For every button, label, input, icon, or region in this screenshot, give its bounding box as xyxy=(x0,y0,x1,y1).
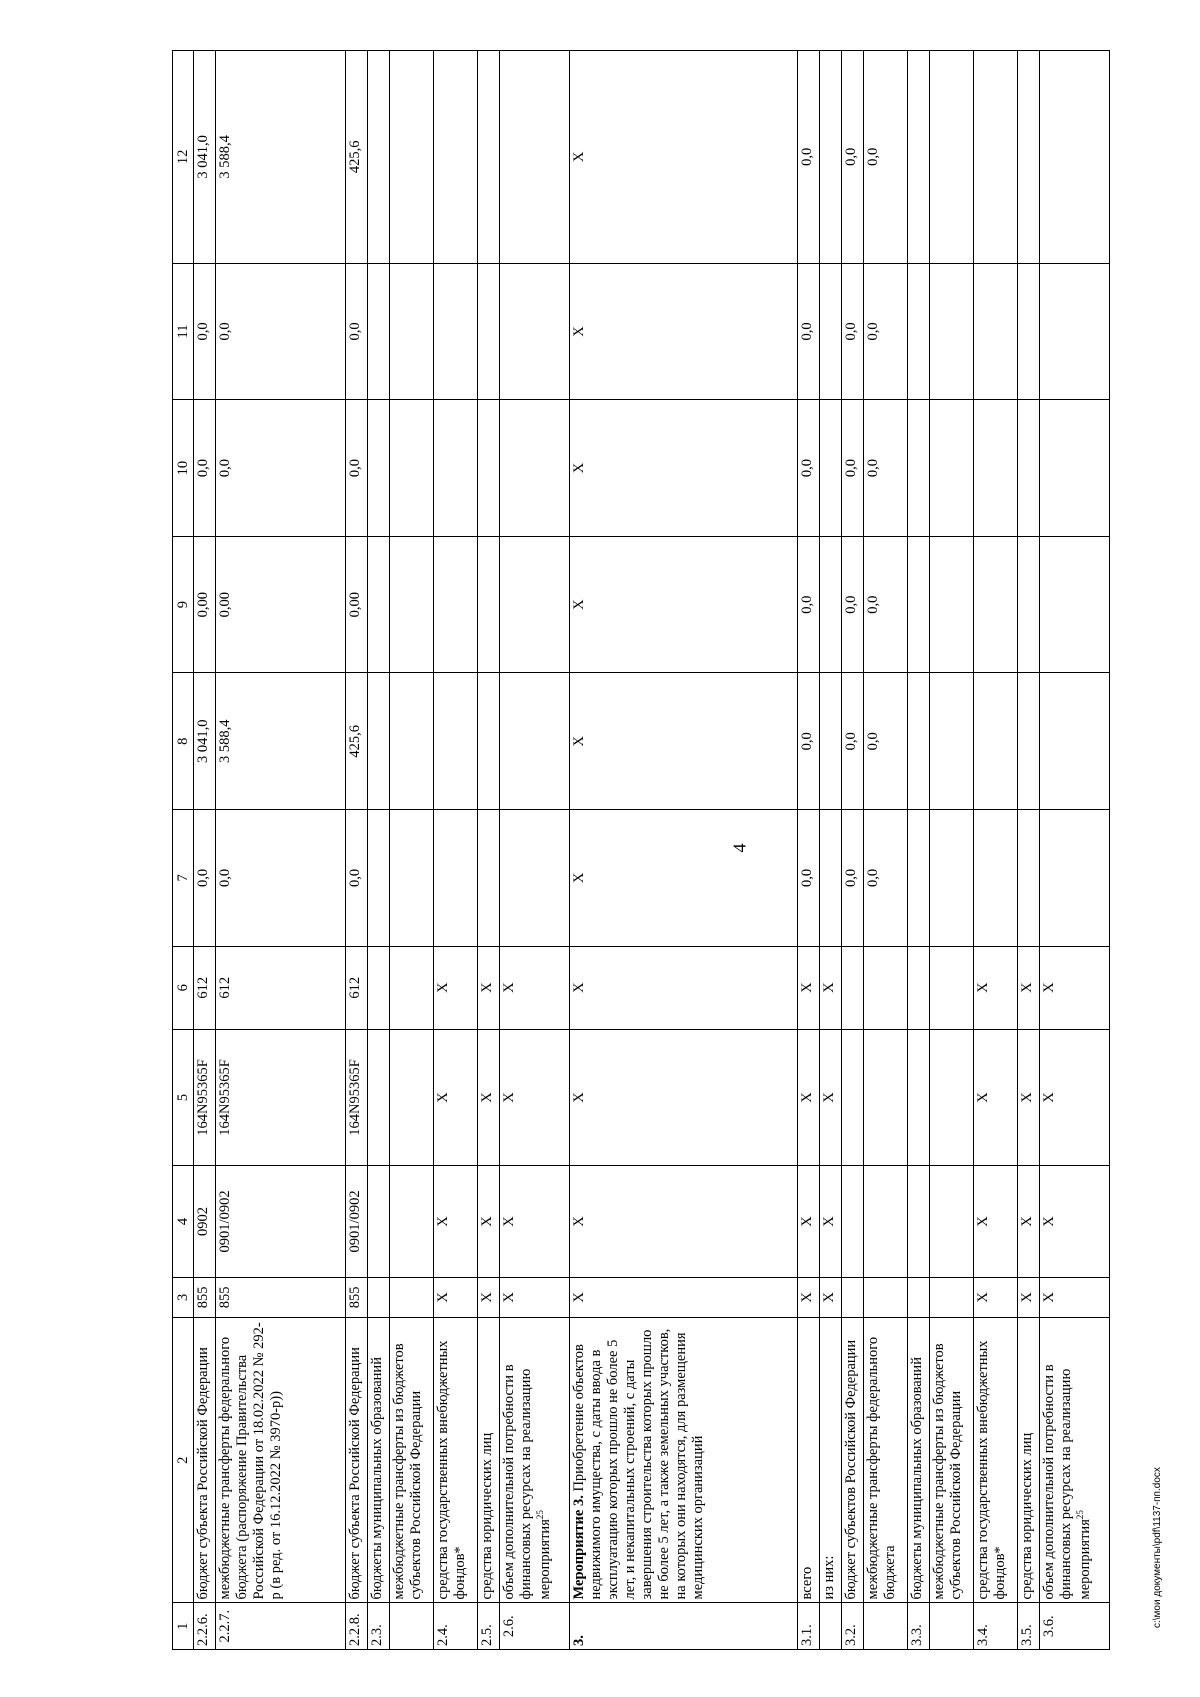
cell-c12: X xyxy=(570,51,798,264)
cell-c6 xyxy=(908,946,930,1029)
cell-c12 xyxy=(930,51,974,264)
cell-c11 xyxy=(908,263,930,400)
header-cell: 2 xyxy=(173,1318,194,1603)
cell-c4: X xyxy=(1018,1166,1040,1277)
row-number xyxy=(820,1603,842,1650)
cell-c5 xyxy=(864,1029,908,1166)
cell-c11: 0,0 xyxy=(864,263,908,400)
table-row xyxy=(930,51,974,1650)
cell-c4 xyxy=(930,1166,974,1277)
cell-c12 xyxy=(820,51,842,264)
cell-c4 xyxy=(908,1166,930,1277)
row-number: 2.2.7. xyxy=(216,1603,346,1650)
cell-c11: 0,0 xyxy=(842,263,864,400)
cell-c6 xyxy=(368,946,390,1029)
row-number: 3.6. xyxy=(1040,1603,1110,1650)
cell-c10: 0,0 xyxy=(194,400,216,537)
financing-table xyxy=(172,50,1110,1650)
cell-c9 xyxy=(500,536,570,673)
cell-c3: 855 xyxy=(194,1277,216,1317)
header-cell: 1 xyxy=(173,1603,194,1650)
cell-c4 xyxy=(390,1166,434,1277)
cell-c8: 425,6 xyxy=(346,673,368,810)
cell-c9: 0,00 xyxy=(194,536,216,673)
cell-c9 xyxy=(1018,536,1040,673)
row-description xyxy=(194,1318,216,1603)
measure-title: Мероприятие 3. xyxy=(571,1495,587,1600)
cell-c4: 0902 xyxy=(194,1166,216,1277)
cell-c3: X xyxy=(1040,1277,1110,1317)
description-text: объем дополнительной потребности в финансовых ресурсах на реализацию мероприятия xyxy=(501,1364,553,1600)
row-number: 2.3. xyxy=(368,1603,390,1650)
header-cell: 6 xyxy=(173,946,194,1029)
header-cell: 12 xyxy=(173,51,194,264)
cell-c9 xyxy=(478,536,500,673)
cell-c7 xyxy=(1040,810,1110,947)
cell-c11 xyxy=(500,263,570,400)
cell-c9 xyxy=(368,536,390,673)
cell-c3: X xyxy=(570,1277,798,1317)
row-description xyxy=(1040,1318,1110,1603)
cell-c4: 0901/0902 xyxy=(216,1166,346,1277)
cell-c5: X xyxy=(798,1029,820,1166)
cell-c8: 0,0 xyxy=(842,673,864,810)
cell-c7 xyxy=(930,810,974,947)
cell-c9 xyxy=(390,536,434,673)
description-text: бюджет субъектов Российской Федерации xyxy=(843,1339,859,1600)
cell-c4: X xyxy=(820,1166,842,1277)
cell-c8 xyxy=(908,673,930,810)
cell-c8: 3 041,0 xyxy=(194,673,216,810)
header-cell: 7 xyxy=(173,810,194,947)
table-row xyxy=(390,51,434,1650)
cell-c9 xyxy=(930,536,974,673)
cell-c12: 0,0 xyxy=(864,51,908,264)
cell-c8 xyxy=(390,673,434,810)
cell-c9: 0,00 xyxy=(346,536,368,673)
cell-c11 xyxy=(434,263,478,400)
cell-c12: 0,0 xyxy=(798,51,820,264)
cell-c6: 612 xyxy=(194,946,216,1029)
cell-c3 xyxy=(390,1277,434,1317)
row-number: 3. xyxy=(570,1603,798,1650)
cell-c5: X xyxy=(1018,1029,1040,1166)
cell-c11: 0,0 xyxy=(798,263,820,400)
cell-c6 xyxy=(864,946,908,1029)
cell-c5: 164N95365F xyxy=(194,1029,216,1166)
cell-c3 xyxy=(908,1277,930,1317)
table-row xyxy=(798,51,820,1650)
cell-c10 xyxy=(974,400,1018,537)
cell-c6: X xyxy=(820,946,842,1029)
cell-c11 xyxy=(930,263,974,400)
description-text: межбюджетные трансферты из бюджетов субъектов Российской Федерации xyxy=(391,1343,424,1600)
cell-c12 xyxy=(1018,51,1040,264)
row-description xyxy=(346,1318,368,1603)
row-description xyxy=(930,1318,974,1603)
cell-c11: 0,0 xyxy=(216,263,346,400)
cell-c6: X xyxy=(1018,946,1040,1029)
cell-c10: X xyxy=(570,400,798,537)
cell-c9: 0,0 xyxy=(842,536,864,673)
table-row xyxy=(842,51,864,1650)
cell-c6: X xyxy=(478,946,500,1029)
cell-c10: 0,0 xyxy=(216,400,346,537)
cell-c5: X xyxy=(478,1029,500,1166)
table-row xyxy=(570,51,798,1650)
cell-c9: 0,0 xyxy=(798,536,820,673)
cell-c11: X xyxy=(570,263,798,400)
cell-c12 xyxy=(974,51,1018,264)
table-row xyxy=(478,51,500,1650)
cell-c11 xyxy=(974,263,1018,400)
table-row xyxy=(908,51,930,1650)
header-cell: 5 xyxy=(173,1029,194,1166)
cell-c6: X xyxy=(500,946,570,1029)
cell-c7 xyxy=(908,810,930,947)
cell-c5: X xyxy=(1040,1029,1110,1166)
cell-c11 xyxy=(478,263,500,400)
cell-c8: 0,0 xyxy=(864,673,908,810)
cell-c9 xyxy=(434,536,478,673)
cell-c7 xyxy=(368,810,390,947)
row-number: 3.2. xyxy=(842,1603,864,1650)
cell-c6 xyxy=(842,946,864,1029)
cell-c11 xyxy=(1018,263,1040,400)
cell-c8 xyxy=(500,673,570,810)
cell-c5 xyxy=(908,1029,930,1166)
cell-c7: X xyxy=(570,810,798,947)
cell-c8 xyxy=(974,673,1018,810)
row-description xyxy=(864,1318,908,1603)
cell-c12: 425,6 xyxy=(346,51,368,264)
cell-c3: X xyxy=(974,1277,1018,1317)
cell-c6: X xyxy=(434,946,478,1029)
cell-c7: 0,0 xyxy=(194,810,216,947)
cell-c6: 612 xyxy=(346,946,368,1029)
cell-c10 xyxy=(1040,400,1110,537)
cell-c4 xyxy=(842,1166,864,1277)
description-text: бюджеты муниципальных образований xyxy=(909,1357,925,1600)
cell-c4: X xyxy=(1040,1166,1110,1277)
cell-c6: X xyxy=(974,946,1018,1029)
row-number: 3.4. xyxy=(974,1603,1018,1650)
cell-c5 xyxy=(930,1029,974,1166)
cell-c3 xyxy=(368,1277,390,1317)
cell-c3: X xyxy=(820,1277,842,1317)
cell-c9 xyxy=(908,536,930,673)
table-row xyxy=(500,51,570,1650)
cell-c7: 0,0 xyxy=(216,810,346,947)
header-cell: 3 xyxy=(173,1277,194,1317)
row-number: 2.4. xyxy=(434,1603,478,1650)
cell-c3: X xyxy=(434,1277,478,1317)
rotated-page-body xyxy=(172,50,1093,1650)
table-row xyxy=(434,51,478,1650)
cell-c10: 0,0 xyxy=(346,400,368,537)
cell-c3: X xyxy=(500,1277,570,1317)
cell-c11 xyxy=(820,263,842,400)
cell-c8 xyxy=(930,673,974,810)
row-description xyxy=(500,1318,570,1603)
row-description xyxy=(368,1318,390,1603)
cell-c12 xyxy=(1040,51,1110,264)
cell-c5: 164N95365F xyxy=(346,1029,368,1166)
description-text: межбюджетные трансферты федерального бюджета xyxy=(865,1336,898,1600)
cell-c10 xyxy=(434,400,478,537)
cell-c6: 612 xyxy=(216,946,346,1029)
row-description xyxy=(798,1318,820,1603)
footnote-ref: 25 xyxy=(534,1510,545,1520)
row-number: 3.3. xyxy=(908,1603,930,1650)
row-number xyxy=(390,1603,434,1650)
footnote-ref: 25 xyxy=(1074,1510,1085,1520)
cell-c5 xyxy=(842,1029,864,1166)
table-row xyxy=(216,51,346,1650)
description-text: всего xyxy=(799,1566,815,1600)
cell-c4: X xyxy=(500,1166,570,1277)
footer-file-path: c:\мои документы\pdf\1137-пп.docx xyxy=(1152,1467,1163,1628)
cell-c8 xyxy=(434,673,478,810)
cell-c3: X xyxy=(1018,1277,1040,1317)
description-text: средства государственных внебюджетных фондов* xyxy=(435,1340,468,1600)
cell-c10: 0,0 xyxy=(798,400,820,537)
row-description xyxy=(434,1318,478,1603)
description-text: бюджет субъекта Российской Федерации xyxy=(347,1347,363,1600)
row-number: 2.2.6. xyxy=(194,1603,216,1650)
description-text: бюджет субъекта Российской Федерации xyxy=(195,1347,211,1600)
table-row xyxy=(1040,51,1110,1650)
cell-c7 xyxy=(434,810,478,947)
row-description xyxy=(478,1318,500,1603)
cell-c12 xyxy=(908,51,930,264)
row-number: 2.5. xyxy=(478,1603,500,1650)
cell-c9 xyxy=(1040,536,1110,673)
table-header-row xyxy=(173,51,194,1650)
description-text: объем дополнительной потребности в финансовых ресурсах на реализацию мероприятия xyxy=(1041,1364,1093,1600)
cell-c3: X xyxy=(798,1277,820,1317)
row-description xyxy=(974,1318,1018,1603)
cell-c10: 0,0 xyxy=(864,400,908,537)
cell-c7: 0,0 xyxy=(842,810,864,947)
cell-c8 xyxy=(820,673,842,810)
cell-c5: 164N95365F xyxy=(216,1029,346,1166)
cell-c8 xyxy=(478,673,500,810)
cell-c11 xyxy=(390,263,434,400)
cell-c8 xyxy=(1040,673,1110,810)
cell-c10 xyxy=(908,400,930,537)
cell-c8: 3 588,4 xyxy=(216,673,346,810)
cell-c4: X xyxy=(434,1166,478,1277)
row-description xyxy=(570,1318,798,1603)
row-number: 3.5. xyxy=(1018,1603,1040,1650)
table-row xyxy=(864,51,908,1650)
cell-c6 xyxy=(390,946,434,1029)
cell-c3: X xyxy=(478,1277,500,1317)
cell-c10 xyxy=(820,400,842,537)
cell-c7 xyxy=(478,810,500,947)
cell-c8 xyxy=(368,673,390,810)
row-number: 3.1. xyxy=(798,1603,820,1650)
cell-c4: X xyxy=(478,1166,500,1277)
table-row xyxy=(1018,51,1040,1650)
cell-c12: 3 588,4 xyxy=(216,51,346,264)
cell-c10 xyxy=(930,400,974,537)
cell-c8: 0,0 xyxy=(798,673,820,810)
table-row xyxy=(368,51,390,1650)
cell-c4: 0901/0902 xyxy=(346,1166,368,1277)
cell-c9: 0,00 xyxy=(216,536,346,673)
header-cell: 4 xyxy=(173,1166,194,1277)
cell-c5 xyxy=(390,1029,434,1166)
cell-c6: X xyxy=(798,946,820,1029)
row-number xyxy=(930,1603,974,1650)
cell-c12 xyxy=(500,51,570,264)
cell-c10 xyxy=(1018,400,1040,537)
cell-c6 xyxy=(930,946,974,1029)
cell-c9 xyxy=(820,536,842,673)
table-row xyxy=(820,51,842,1650)
cell-c5 xyxy=(368,1029,390,1166)
description-text: межбюджетные трансферты из бюджетов субъектов Российской Федерации xyxy=(931,1343,964,1600)
cell-c10 xyxy=(390,400,434,537)
cell-c5: X xyxy=(570,1029,798,1166)
cell-c6: X xyxy=(1040,946,1110,1029)
table-row xyxy=(974,51,1018,1650)
cell-c7: 0,0 xyxy=(346,810,368,947)
row-number: 2.2.8. xyxy=(346,1603,368,1650)
header-cell: 8 xyxy=(173,673,194,810)
cell-c9: X xyxy=(570,536,798,673)
cell-c7: 0,0 xyxy=(798,810,820,947)
cell-c5: X xyxy=(434,1029,478,1166)
page-number: 4 xyxy=(729,843,750,853)
cell-c7 xyxy=(500,810,570,947)
cell-c10: 0,0 xyxy=(842,400,864,537)
cell-c12: 3 041,0 xyxy=(194,51,216,264)
header-cell: 10 xyxy=(173,400,194,537)
cell-c7 xyxy=(390,810,434,947)
cell-c5: X xyxy=(500,1029,570,1166)
cell-c8: X xyxy=(570,673,798,810)
cell-c4: X xyxy=(974,1166,1018,1277)
cell-c3 xyxy=(842,1277,864,1317)
row-description xyxy=(1018,1318,1040,1603)
cell-c7: 0,0 xyxy=(864,810,908,947)
cell-c9: 0,0 xyxy=(864,536,908,673)
cell-c11 xyxy=(1040,263,1110,400)
description-text: бюджеты муниципальных образований xyxy=(369,1357,385,1600)
cell-c5: X xyxy=(974,1029,1018,1166)
cell-c7 xyxy=(974,810,1018,947)
cell-c12 xyxy=(368,51,390,264)
cell-c11 xyxy=(368,263,390,400)
cell-c4 xyxy=(368,1166,390,1277)
cell-c4: X xyxy=(570,1166,798,1277)
row-description xyxy=(390,1318,434,1603)
description-text: средства государственных внебюджетных фондов* xyxy=(975,1340,1008,1600)
row-description xyxy=(842,1318,864,1603)
cell-c11: 0,0 xyxy=(346,263,368,400)
row-number: 2.6. xyxy=(500,1603,570,1650)
cell-c10 xyxy=(478,400,500,537)
description-text: Приобретение объектов недвижимого имущества, с даты ввода в эксплуатацию которых прошло не более 5 лет, и некапитальных строений, с даты завершения строительства которых прошло не более 5 лет, а также земельных участков, на которых они находятся, для размещения медицинских организаций xyxy=(571,1328,706,1600)
cell-c4: X xyxy=(798,1166,820,1277)
table-row xyxy=(194,51,216,1650)
cell-c12 xyxy=(390,51,434,264)
cell-c9 xyxy=(974,536,1018,673)
cell-c8 xyxy=(1018,673,1040,810)
row-description xyxy=(216,1318,346,1603)
cell-c3: 855 xyxy=(216,1277,346,1317)
cell-c3: 855 xyxy=(346,1277,368,1317)
header-cell: 9 xyxy=(173,536,194,673)
description-text: из них: xyxy=(821,1555,837,1600)
cell-c3 xyxy=(930,1277,974,1317)
cell-c12: 0,0 xyxy=(842,51,864,264)
cell-c5: X xyxy=(820,1029,842,1166)
cell-c4 xyxy=(864,1166,908,1277)
row-description xyxy=(820,1318,842,1603)
description-text: средства юридических лиц xyxy=(479,1432,495,1600)
table-row xyxy=(346,51,368,1650)
cell-c12 xyxy=(434,51,478,264)
cell-c3 xyxy=(864,1277,908,1317)
description-text: межбюджетные трансферты федерального бюджета (распоряжение Правительства Российской Федерации от 18.02.2022 № 292-р (в ред. от 16.12.2022 № 3970-р)) xyxy=(217,1322,284,1600)
cell-c6: X xyxy=(570,946,798,1029)
row-number xyxy=(864,1603,908,1650)
description-text: средства юридических лиц xyxy=(1019,1432,1035,1600)
cell-c11: 0,0 xyxy=(194,263,216,400)
cell-c7 xyxy=(1018,810,1040,947)
cell-c10 xyxy=(500,400,570,537)
cell-c10 xyxy=(368,400,390,537)
header-cell: 11 xyxy=(173,263,194,400)
cell-c7 xyxy=(820,810,842,947)
row-description xyxy=(908,1318,930,1603)
cell-c12 xyxy=(478,51,500,264)
